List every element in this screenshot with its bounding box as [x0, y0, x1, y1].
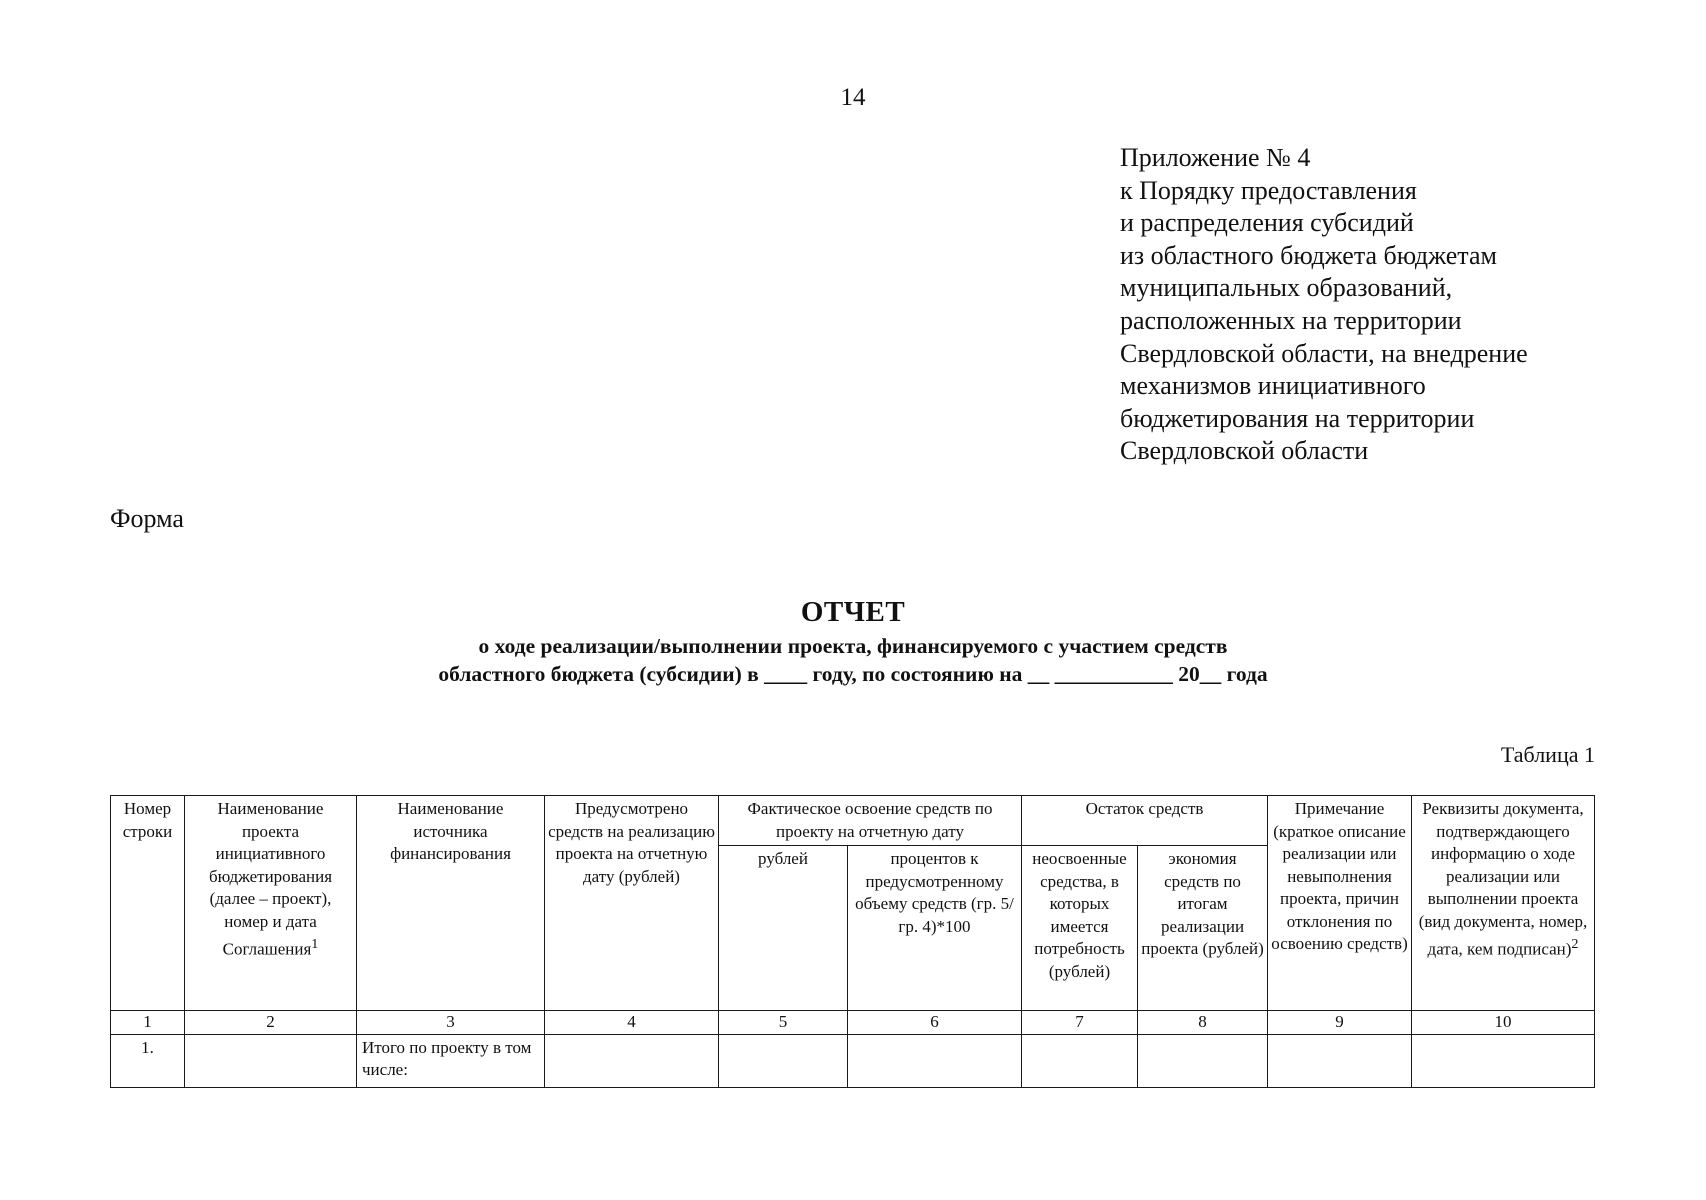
header-rubles: рублей — [719, 846, 848, 1011]
cell-project-name — [185, 1034, 357, 1087]
footnote-1: 1 — [311, 936, 319, 952]
header-actual-spending: Фактическое освоение средств по проекту на отчетную дату — [719, 796, 1022, 846]
header-unspent: неосвоенные средства, в которых имеется потребность (рублей) — [1022, 846, 1138, 1011]
cell-unspent — [1022, 1034, 1138, 1087]
header-savings: экономия средств по итогам реализации проекта (рублей) — [1138, 846, 1268, 1011]
cell-planned-funds — [545, 1034, 719, 1087]
report-subtitle — [0, 632, 1706, 688]
appendix-line: Свердловской области, на внедрение — [1120, 338, 1528, 368]
cell-rubles — [719, 1034, 848, 1087]
footnote-2: 2 — [1571, 936, 1579, 952]
column-number: 4 — [545, 1011, 719, 1035]
report-subtitle-line-1: о ходе реализации/выполнении проекта, финансируемого с участием средств — [478, 634, 1228, 658]
header-project-name — [185, 796, 357, 1011]
row-number: 1. — [111, 1034, 185, 1087]
cell-note — [1268, 1034, 1412, 1087]
cell-savings — [1138, 1034, 1268, 1087]
column-numbers-row — [111, 1011, 1595, 1035]
appendix-line: Приложение № 4 — [1120, 143, 1311, 172]
appendix-line: Свердловской области — [1120, 436, 1369, 466]
report-title: ОТЧЕТ — [800, 596, 906, 628]
column-number: 2 — [185, 1011, 357, 1035]
header-row-1 — [111, 796, 1595, 846]
header-percent: процентов к предусмотренному объему средств (гр. 5/гр. 4)*100 — [848, 846, 1022, 1011]
appendix-line: из областного бюджета бюджетам — [1120, 240, 1497, 270]
appendix-block — [1120, 142, 1528, 468]
cell-percent — [848, 1034, 1022, 1087]
column-number: 1 — [111, 1011, 185, 1035]
column-number: 10 — [1412, 1011, 1595, 1035]
appendix-line: и распределения субсидий — [1120, 208, 1414, 238]
appendix-line: бюджетирования на территории — [1120, 403, 1475, 433]
appendix-line: муниципальных образований, — [1120, 273, 1453, 303]
appendix-line: механизмов инициативного — [1120, 371, 1426, 401]
column-number: 5 — [719, 1011, 848, 1035]
table-row — [111, 1034, 1595, 1087]
appendix-line: расположенных на территории — [1120, 305, 1462, 335]
header-funding-source: Наименование источника финансирования — [357, 796, 545, 1011]
column-number: 7 — [1022, 1011, 1138, 1035]
header-document-details-text: Реквизиты документа, подтверждающего информацию о ходе реализации или выполнении проекта (вид документа, номер, дата, кем подписан) — [1418, 799, 1588, 959]
table-caption: Таблица 1 — [1500, 742, 1595, 767]
column-number: 8 — [1138, 1011, 1268, 1035]
cell-document-details — [1412, 1034, 1595, 1087]
column-number: 9 — [1268, 1011, 1412, 1035]
header-planned-funds: Предусмотрено средств на реализацию проекта на отчетную дату (рублей) — [545, 796, 719, 1011]
form-label: Форма — [110, 504, 184, 533]
column-number: 3 — [357, 1011, 545, 1035]
report-table — [110, 795, 1595, 1088]
header-note: Примечание (краткое описание реализации или невыполнения проекта, причин отклонения по освоению средств) — [1268, 796, 1412, 1011]
header-document-details — [1412, 796, 1595, 1011]
cell-funding-source: Итого по проекту в том числе: — [357, 1034, 545, 1087]
report-subtitle-line-2: областного бюджета (субсидии) в ____ году, по состоянию на __ ___________ 20__ года — [438, 662, 1268, 686]
column-number: 6 — [848, 1011, 1022, 1035]
header-remaining-funds: Остаток средств — [1022, 796, 1268, 846]
header-row-number: Номер строки — [111, 796, 185, 1011]
appendix-line: к Порядку предоставления — [1120, 175, 1417, 205]
header-project-name-text: Наименование проекта инициативного бюджетирования (далее – проект), номер и дата Соглашения — [208, 799, 333, 959]
page-number: 14 — [840, 84, 866, 111]
